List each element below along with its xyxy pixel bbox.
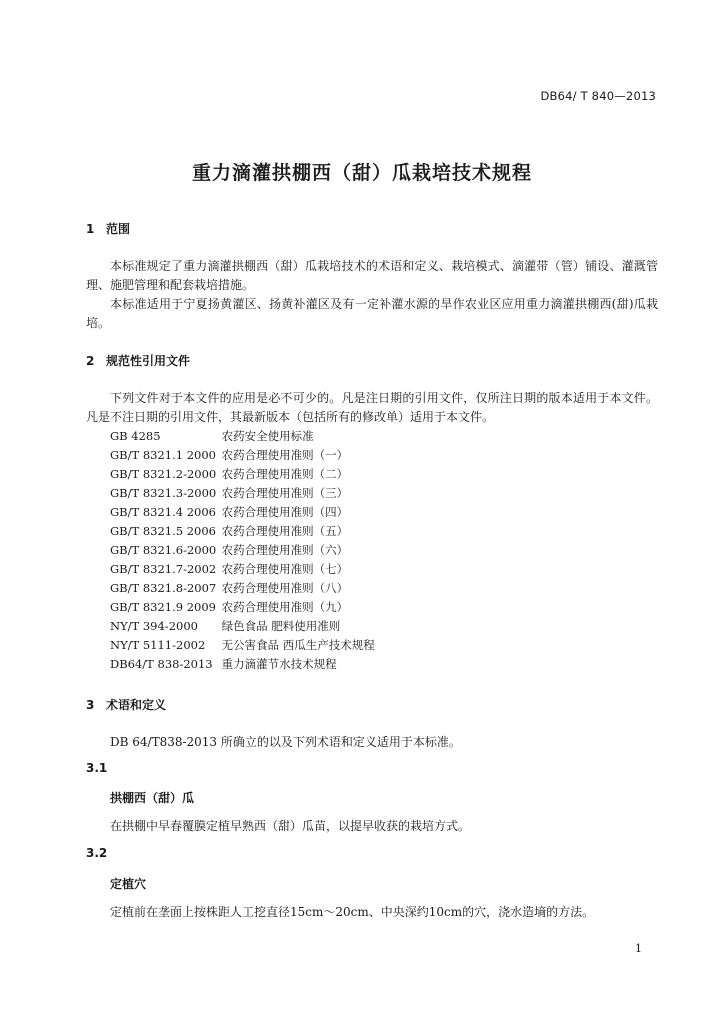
term-number: 3.1 xyxy=(86,761,108,775)
term-name: 拱棚西（甜）瓜 xyxy=(110,791,195,805)
document-title: 重力滴灌拱棚西（甜）瓜栽培技术规程 xyxy=(191,162,532,184)
standard-code: DB64/ T 840—2013 xyxy=(540,89,656,103)
reference-title: 无公害食品 西瓜生产技术规程 xyxy=(221,638,375,652)
reference-item xyxy=(110,446,375,465)
reference-item xyxy=(110,503,375,522)
reference-code: GB/T 8321.7-2002 xyxy=(110,562,217,576)
reference-code: GB/T 8321.5 2006 xyxy=(110,524,216,538)
reference-title: 农药合理使用准则（八） xyxy=(221,581,349,595)
scope-paragraph: 本标准适用于宁夏扬黄灌区、扬黄补灌区及有一定补灌水源的旱作农业区应用重力滴灌拱棚西(甜)瓜栽培。 xyxy=(86,297,658,330)
reference-title: 农药合理使用准则（四） xyxy=(221,505,349,519)
section-heading xyxy=(86,220,130,237)
section-title: 范围 xyxy=(106,222,131,236)
section-title: 术语和定义 xyxy=(106,698,167,712)
reference-title: 绿色食品 肥料使用准则 xyxy=(221,619,341,633)
reference-item xyxy=(110,617,375,636)
reference-item xyxy=(110,655,375,674)
reference-item xyxy=(110,579,375,598)
scope-paragraph: 本标准规定了重力滴灌拱棚西（甜）瓜栽培技术的术语和定义、栽培模式、滴灌带（管）铺设、灌溉管理、施肥管理和配套栽培措施。 xyxy=(86,259,658,292)
reference-title: 农药合理使用准则（六） xyxy=(221,543,349,557)
reference-title: 重力滴灌节水技术规程 xyxy=(221,657,337,671)
reference-code: NY/T 5111-2002 xyxy=(110,638,206,652)
reference-item xyxy=(110,427,375,446)
reference-title: 农药合理使用准则（七） xyxy=(221,562,349,576)
reference-code: GB/T 8321.9 2009 xyxy=(110,600,216,614)
reference-code: GB/T 8321.6-2000 xyxy=(110,543,217,557)
section-number: 3 xyxy=(86,698,95,712)
reference-item xyxy=(110,541,375,560)
section-number: 1 xyxy=(86,222,95,236)
section-number: 2 xyxy=(86,354,95,368)
term-definition: 在拱棚中早春覆膜定植早熟西（甜）瓜苗，以提早收获的栽培方式。 xyxy=(110,819,471,833)
reference-code: GB/T 8321.4 2006 xyxy=(110,505,216,519)
reference-title: 农药合理使用准则（二） xyxy=(221,467,349,481)
term-number: 3.2 xyxy=(86,846,108,860)
reference-code: GB/T 8321.3-2000 xyxy=(110,486,217,500)
reference-code: GB 4285 xyxy=(110,429,161,443)
reference-list xyxy=(110,427,375,674)
reference-title: 农药合理使用准则（一） xyxy=(221,448,349,462)
reference-item xyxy=(110,598,375,617)
reference-code: GB/T 8321.2-2000 xyxy=(110,467,217,481)
reference-item xyxy=(110,560,375,579)
reference-code: GB/T 8321.1 2000 xyxy=(110,448,216,462)
page-number: 1 xyxy=(635,942,642,955)
references-intro: 下列文件对于本文件的应用是必不可少的。凡是注日期的引用文件，仅所注日期的版本适用于本文件。凡是不注日期的引用文件，其最新版本（包括所有的修改单）适用于本文件。 xyxy=(86,391,658,424)
section-heading xyxy=(86,696,166,713)
reference-item xyxy=(110,636,375,655)
reference-item xyxy=(110,484,375,503)
term-definition: 定植前在垄面上按株距人工挖直径15cm～20cm、中央深约10cm的穴，浇水造墒的方法。 xyxy=(110,905,595,919)
reference-title: 农药合理使用准则（五） xyxy=(221,524,349,538)
reference-title: 农药合理使用准则（九） xyxy=(221,600,349,614)
reference-item xyxy=(110,465,375,484)
reference-code: GB/T 8321.8-2007 xyxy=(110,581,217,595)
section-title: 规范性引用文件 xyxy=(106,354,191,368)
reference-title: 农药合理使用准则（三） xyxy=(221,486,349,500)
reference-code: DB64/T 838-2013 xyxy=(110,657,213,671)
section-heading xyxy=(86,352,190,369)
reference-code: NY/T 394-2000 xyxy=(110,619,198,633)
reference-item xyxy=(110,522,375,541)
terms-intro: DB 64/T838-2013 所确立的以及下列术语和定义适用于本标准。 xyxy=(110,735,461,749)
reference-title: 农药安全使用标准 xyxy=(221,429,314,443)
term-name: 定植穴 xyxy=(110,877,147,891)
